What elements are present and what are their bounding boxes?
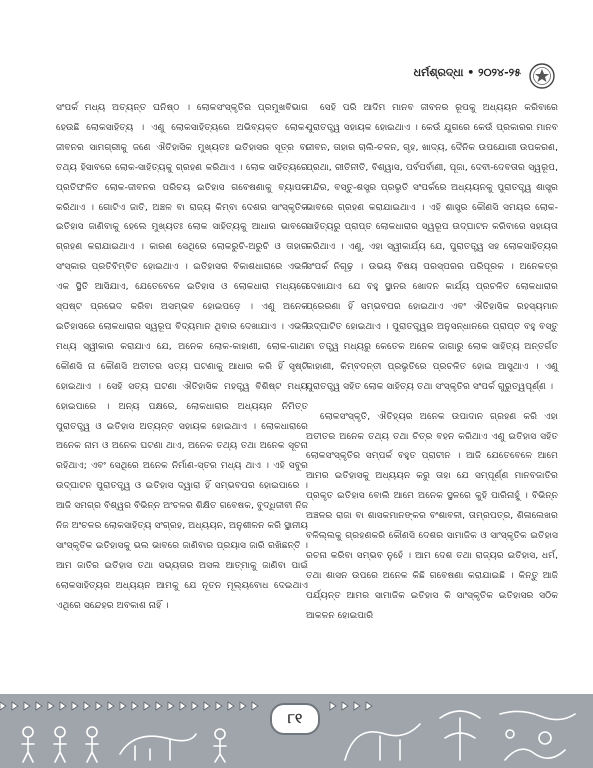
circular-seal-emblem-icon [529, 63, 555, 89]
journal-issue: ୨୦୨୪-୨୫ [478, 66, 521, 79]
running-header [0, 63, 593, 91]
journal-name: ଧର୍ମଶ୍ରଦ୍ଧା [413, 66, 464, 79]
running-title: ଧର୍ମଶ୍ରଦ୍ଧା • ୨୦୨୪-୨୫ [413, 66, 521, 79]
left-paragraph: ସଂପର୍କ ମଧ୍ୟ ଅତ୍ୟନ୍ତ ଘନିଷ୍ଠ । ଲୋକସଂସ୍କୃତିର ପ୍ରମୁଖବିଭାଗ ହେଉଛି ଲୋକସାହିତ୍ୟ । ଏଣୁ ଲୋକସାହିତ୍ୟରେ ଅଭିବ୍ୟକ୍ତ ଲୋକ-ଜୀବନର ସାମଗ୍ରୀକୁ ଜଣେ ଐତିହାସିକ ମୁଖ୍ୟତଃ ଇତିହାସର ସୂତ୍ର ବା ତଥ୍ୟ ହିସାବରେ ଲୋକ-ସାହିତ୍ୟକୁ ଗ୍ରହଣ କରିଥାଏ । ଲୋକ ସାହିତ୍ୟରେ ପ୍ରତିଫଳିତ ଲୋକ-ଜୀବନର ପରିଚୟ ଇତିହାସ ଗବେଷଣାକୁ ବ୍ୟାପକ କରିଥାଏ । ଗୋଟିଏ ଜାତି, ଅଞ୍ଚଳ ବା ରାଜ୍ୟ କିମ୍ବା ଦେଶର ସାଂସ୍କୃତିକ ଇତିହାସ ଜାଣିବାକୁ ହେଲେ ମୁଖ୍ୟତଃ ଲୋକ ସାହିତ୍ୟକୁ ଆଧାର ଭାବରେ ଗ୍ରହଣ କରାଯାଇଥାଏ । କାରଣ ସେଥିରେ ଲୋକରୁଚି-ଅରୁଚି ଓ ତାହାର ସଂସ୍କାର ପ୍ରତିବିମ୍ବିତ ହୋଇଥାଏ । ଇତିହାସର ବିକାଶଧାରାରେ ଏଭଳି ଏକ ସ୍ଥିତି ଆସିଯାଏ, ଯେତେବେଳେ ଇତିହାସ ଓ ଲୋକଧାରା ମଧ୍ୟରେ ସ୍ପଷ୍ଟ ପ୍ରଭେଦ କରିବା ଅସମ୍ଭବ ହୋଇପଡ଼େ । ଏଣୁ ଅନେକ ଇତିହାସରେ ଲୋକଧାରାର ସ୍ୱରୂପ ବିଦ୍ୟମାନ ଥିବାର ଦେଖାଯାଏ । ଏଭଳି ମଧ୍ୟ ସ୍ୱୀକାର କରାଯାଏ ଯେ, ଅନେକ ଲୋକ-କାହାଣୀ, ଲୋକ-ଗାଥା କୌଣସି ନା କୌଣସି ଅତୀତର ସତ୍ୟ ଘଟଣାକୁ ଆଧାର କରି ହିଁ ସୃଷ୍ଟି ହୋଇଥାଏ । ସେହି ସତ୍ୟ ଘଟଣା ଐତିହାସିକ ମହତ୍ତ୍ୱ ବିଶିଷ୍ଟ ମଧ୍ୟ ହୋଇପାରେ । ଅନ୍ୟ ପକ୍ଷରେ, ଲୋକଧାରାର ଅଧ୍ୟୟନ ନିମିତ୍ତ ପୁରାତତ୍ତ୍ୱ ଓ ଇତିହାସ ଅତ୍ୟନ୍ତ ସହାୟକ ହୋଇଥାଏ । ଲୋକଧାରାରେ ଅନେକ ନାମ ଓ ଅନେକ ଘଟଣା ଥାଏ, ଅନେକ ତଥ୍ୟ ତଥା ଅନେକ ସୂଚନା ରହିଥାଏ; ଏବଂ ସେଥିରେ ଅନେକ ନିର୍ମାଣ-ସ୍ତର ମଧ୍ୟ ଥାଏ । ଏହି ସବୁର ଉଦ୍‌ଘାଟନ ପୁରାତତ୍ତ୍ୱ ଓ ଇତିହାସ ଦ୍ୱାରା ହିଁ ସମ୍ଭବପର ହୋଇପାରେ । ଆଜି ସମଗ୍ର ବିଶ୍ୱର ବିଭିନ୍ନ ଅଂଚଳର ଶିକ୍ଷିତ ଗବେଷକ, ବୁଦ୍ଧିଜୀବୀ ନିଜ ନିଜ ଅଂଚଳର ଲୋକସାହିତ୍ୟ ସଂଗ୍ରହ, ଅଧ୍ୟୟନ, ଅନୁଶୀଳନ କରି ସ୍ଥାନୀୟ ସାଂସ୍କୃତିକ ଇତିହାସକୁ ଭଲ ଭାବରେ ଜାଣିବାର ପ୍ରୟାସ ଜାରି ରଖିଛନ୍ତି । ଆମ ଜାତିର ଇତିହାସ ତଥା ସଭ୍ୟତାର ଅସଲ ଆତ୍ମାକୁ ଜାଣିବା ପାଇଁ ଲୋକସାହିତ୍ୟର ଅଧ୍ୟୟନ ଆମକୁ ଯେ ନୂତନ ମୂଲ୍ୟବୋଧ ଦେଇଥାଏ ଏଥିରେ ସନ୍ଦେହର ଅବକାଶ ନାହିଁ । [56, 102, 308, 611]
right-paragraph-1: ସେହି ପରି ଆଦିମ ମାନବ ଜୀବନର ରୂପକୁ ଅଧ୍ୟୟନ କରିବାରେ ପୁରାତତ୍ତ୍ୱ ସହାୟକ ହୋଇଥାଏ । କେଉଁ ଯୁଗରେ କେଉଁ ପ୍ରକାରର ମାନବ ଜୀବନ, ତାହାର ଚାଲି-ଚଳନ, ଗୃହ, ଖାଦ୍ୟ, ଦୈନିକ ଉପଯୋଗୀ ଉପକରଣ, ପ୍ରଥା, ରୀତିନୀତି, ବିଶ୍ୱାସ, ପର୍ବପର୍ବାଣୀ, ପୂଜା, ଦେବୀ-ଦେବତାର ସ୍ୱରୂପ, ମନ୍ଦିର, ବସ୍ତୁ-ଶସ୍ତ୍ର ପ୍ରଭୃତି ସଂପର୍କରେ ଅଧ୍ୟୟନକୁ ପୁରାତତ୍ତ୍ୱ ଶାସ୍ତ୍ର ଭାବରେ ଗ୍ରହଣ କରାଯାଇଥାଏ । ଏହି ଶାସ୍ତ୍ର କୌଣସି ସମୟର ଲୋକ-ସାହିତ୍ୟରୁ ପ୍ରାପ୍ତ ଲୋକଧାରାର ସ୍ୱରୂପ ଉଦ୍‌ଘାଟନ କରିବାରେ ସହାୟତା କରିଥାଏ । ଏଣୁ, ଏହା ସ୍ୱୀକାର୍ଯ୍ୟ ଯେ, ପୁରାତତ୍ତ୍ୱ ସହ ଲୋକସାହିତ୍ୟର ସଂପର୍କ ନିଗୂଢ଼ । ଉଭୟ ବିଷୟ ପରସ୍ପରର ପରିପୂରକ । ଅନେକତ୍ର ଦେଖାଯାଏ ଯେ ବହୁ ସ୍ଥାନର ଖୋଦନ କାର୍ଯ୍ୟ ପ୍ରଚଳିତ ଲୋକଧାରାର ପ୍ରେରଣା ହିଁ ସମ୍ଭବପର ହୋଇଥାଏ ଏବଂ ଐତିହାସିକ ରହସ୍ୟମାନ ଉଦ୍‌ଘାଟିତ ହୋଇଥାଏ । ପୁରାତତ୍ତ୍ୱର ଅନୁସନ୍ଧାନରେ ପ୍ରାପ୍ତ ବହୁ ବସ୍ତୁ ବା ତତ୍ତ୍ୱ ମଧ୍ୟରୁ କେତେକ ଅନେକ ଜାଗାରୁ ଲୋକ ସାହିତ୍ୟ ଅନ୍ତର୍ଗତ କାହାଣୀ, କିମ୍ବଦନ୍ତୀ ପ୍ରଭୃତିରେ ପ୍ରଚଳିତ ହୋଇ ଆସୁଥାଏ । ଏଣୁ ପୁରାତତ୍ତ୍ୱ ସହିତ ଲୋକ ସାହିତ୍ୟ ତଥା ସଂସ୍କୃତିର ସଂପର୍କ ଗୁରୁତ୍ୱପୂର୍ଣ୍ଣ । [306, 102, 558, 392]
right-column [306, 98, 558, 626]
right-paragraph-2: ଲୋକସଂସ୍କୃତି, ଐତିହ୍ୟର ଅନେକ ଉପାଦାନ ଗ୍ରହଣ କରି ଏହା ଅତୀତର ଅନେକ ତଥ୍ୟ ତଥା ଚିତ୍ର ବହନ କରିଥାଏ ଏଣୁ ଇତିହାସ ସହିତ ଲୋକସଂସ୍କୃତିର ସମ୍ପର୍କ ବହୁତ ପ୍ରାଚୀନ । ଆଜି ଯେତେବେଳେ ଆମେ ଆମର ଇତିହାସକୁ ଅଧ୍ୟୟନ କରୁ ତାହା ଯେ ସମ୍ପୂର୍ଣ୍ଣ ମାନବଜାତିର ପ୍ରକୃତ ଇତିହାସ ବୋଲି ଆମେ ଅନେକ ସ୍ଥଳରେ କୁହି ପାରିନାହୁଁ । ବିଭିନ୍ନ ଅଞ୍ଚଳର ରାଜା ବା ଶାସକମାନଙ୍କର ବଂଶାବଳୀ, ତାମ୍ରପତ୍ର, ଶିଳାଲେଖର ବଳିଲ୍ଲକୁ ଗ୍ରହଣକରି କୌଣସି ଦେଶର ସାମାଜିକ ଓ ସାଂସ୍କୃତିକ ଇତିହାସ ରଚନା କରିବା ସମ୍ଭବ ନୁହେଁ । ଆମ ଦେଶ ତଥା ରାଜ୍ୟର ଇତିହାସ, ଧର୍ମ, ତଥା ଶାସନ ଉପରେ ଅନେକ କିଛି ଗବେଷଣା କରାଯାଇଛି । କିନ୍ତୁ ଆଜି ପର୍ଯ୍ୟନ୍ତ ଆମର ସାମାଜିକ ଇତିହାସ କି ସାଂସ୍କୃତିକ ଇତିହାସର ସଠିକ ଆକଳନ ହୋଇପାରି [306, 410, 558, 621]
page-number: ୮୧ [270, 703, 320, 735]
left-column [56, 98, 308, 616]
